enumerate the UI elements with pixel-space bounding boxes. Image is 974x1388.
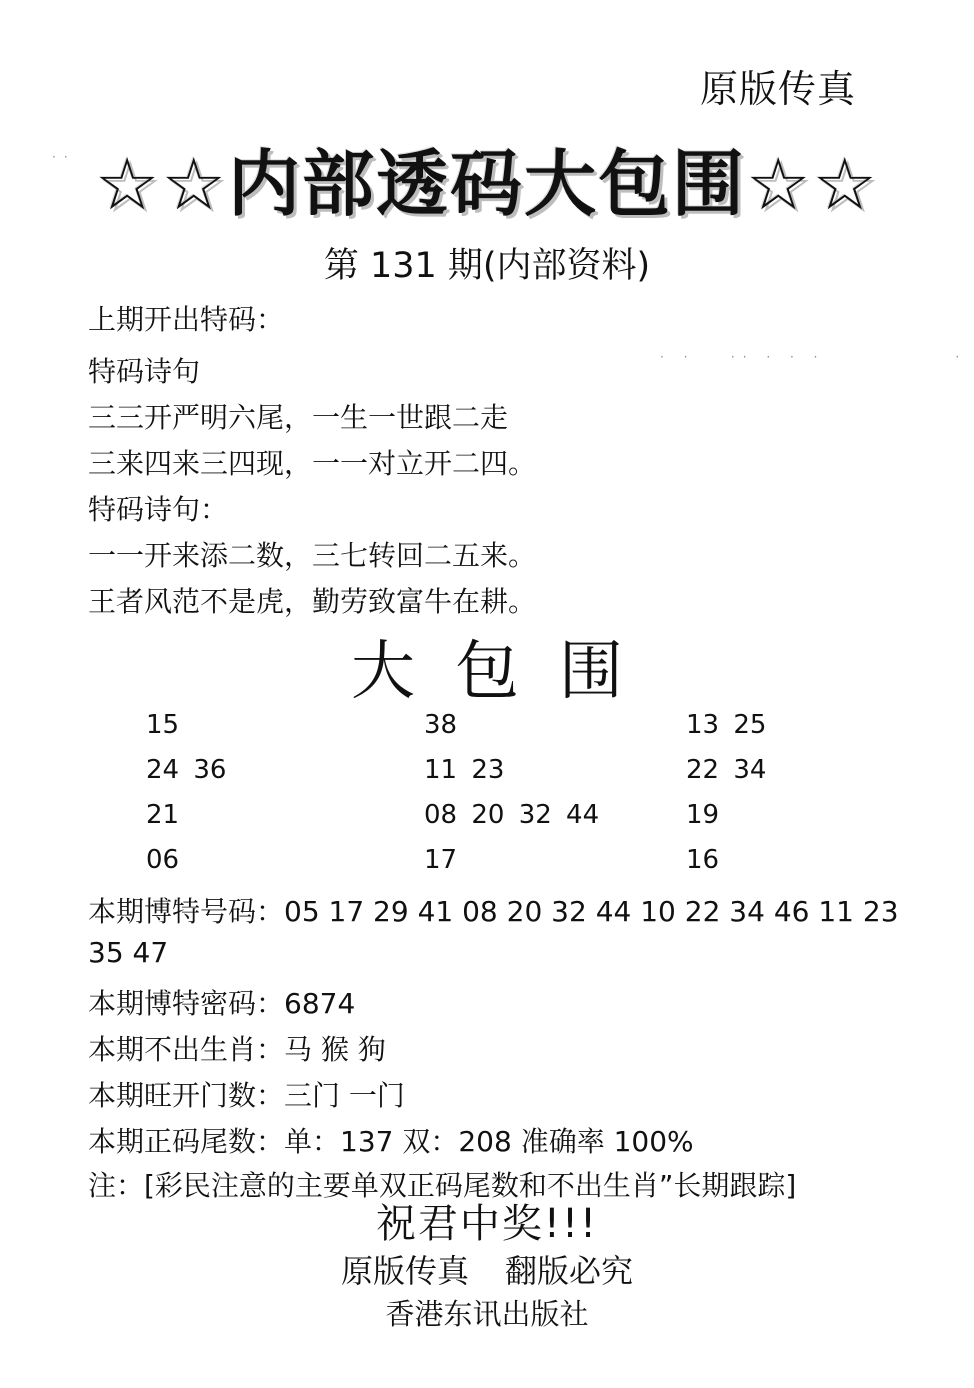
grid-cell: 19 xyxy=(686,800,720,830)
excluded-zodiac-line: 本期不出生肖：马 猴 狗 xyxy=(88,1033,386,1066)
publisher-name: 香港东讯出版社 xyxy=(385,1297,589,1331)
grid-cell: 13 25 xyxy=(686,710,767,740)
issue-line: 第 131 期(内部资料) xyxy=(323,246,651,286)
intro-line: 特码诗句： xyxy=(88,493,229,526)
footer-copyright xyxy=(0,1246,974,1292)
grid-cell: 08 20 32 44 xyxy=(424,800,600,830)
intro-line: 特码诗句 xyxy=(88,355,201,388)
secret-code-line: 本期博特密码：6874 xyxy=(88,987,356,1020)
grid-cell: 11 23 xyxy=(424,755,505,785)
grid-cell: 06 xyxy=(146,845,180,875)
top-right-label: 原版传真 xyxy=(699,67,856,111)
intro-line: 上期开出特码： xyxy=(88,303,285,336)
note-line: 注：[彩民注意的主要单双正码尾数和不出生肖”长期跟踪] xyxy=(88,1169,797,1202)
grid-cell: 16 xyxy=(686,845,720,875)
footer-original-fax: 原版传真 xyxy=(340,1252,469,1290)
section-title: 大包围 xyxy=(351,635,663,709)
intro-line: 三三开严明六尾，一生一世跟二走 xyxy=(88,401,509,434)
scan-speck: ·· xyxy=(52,150,76,164)
intro-line: 三来四来三四现，一一对立开二四。 xyxy=(88,447,537,480)
main-title: ☆☆内部透码大包围☆☆ xyxy=(94,142,880,226)
special-numbers-line: 本期博特号码：05 17 29 41 08 20 32 44 10 22 34 46 11 23 xyxy=(88,895,899,928)
grid-cell: 17 xyxy=(424,845,458,875)
grid-cell: 24 36 xyxy=(146,755,227,785)
grid-cell: 22 34 xyxy=(686,755,767,785)
intro-line: 一一开来添二数，三七转回二五来。 xyxy=(88,539,537,572)
special-numbers-line-cont: 35 47 xyxy=(88,936,169,969)
grid-cell: 15 xyxy=(146,710,180,740)
intro-line: 王者风范不是虎，勤劳致富牛在耕。 xyxy=(88,585,537,618)
footer-no-copy: 翻版必究 xyxy=(505,1252,634,1290)
scan-speck: · · ·· · · · · xyxy=(660,350,968,364)
grid-cell: 21 xyxy=(146,800,180,830)
congrats-text: 祝君中奖!!! xyxy=(375,1201,599,1247)
grid-cell: 38 xyxy=(424,710,458,740)
gate-count-line: 本期旺开门数：三门 一门 xyxy=(88,1079,405,1112)
tail-digits-line: 本期正码尾数：单：137 双：208 准确率 100% xyxy=(88,1125,694,1158)
